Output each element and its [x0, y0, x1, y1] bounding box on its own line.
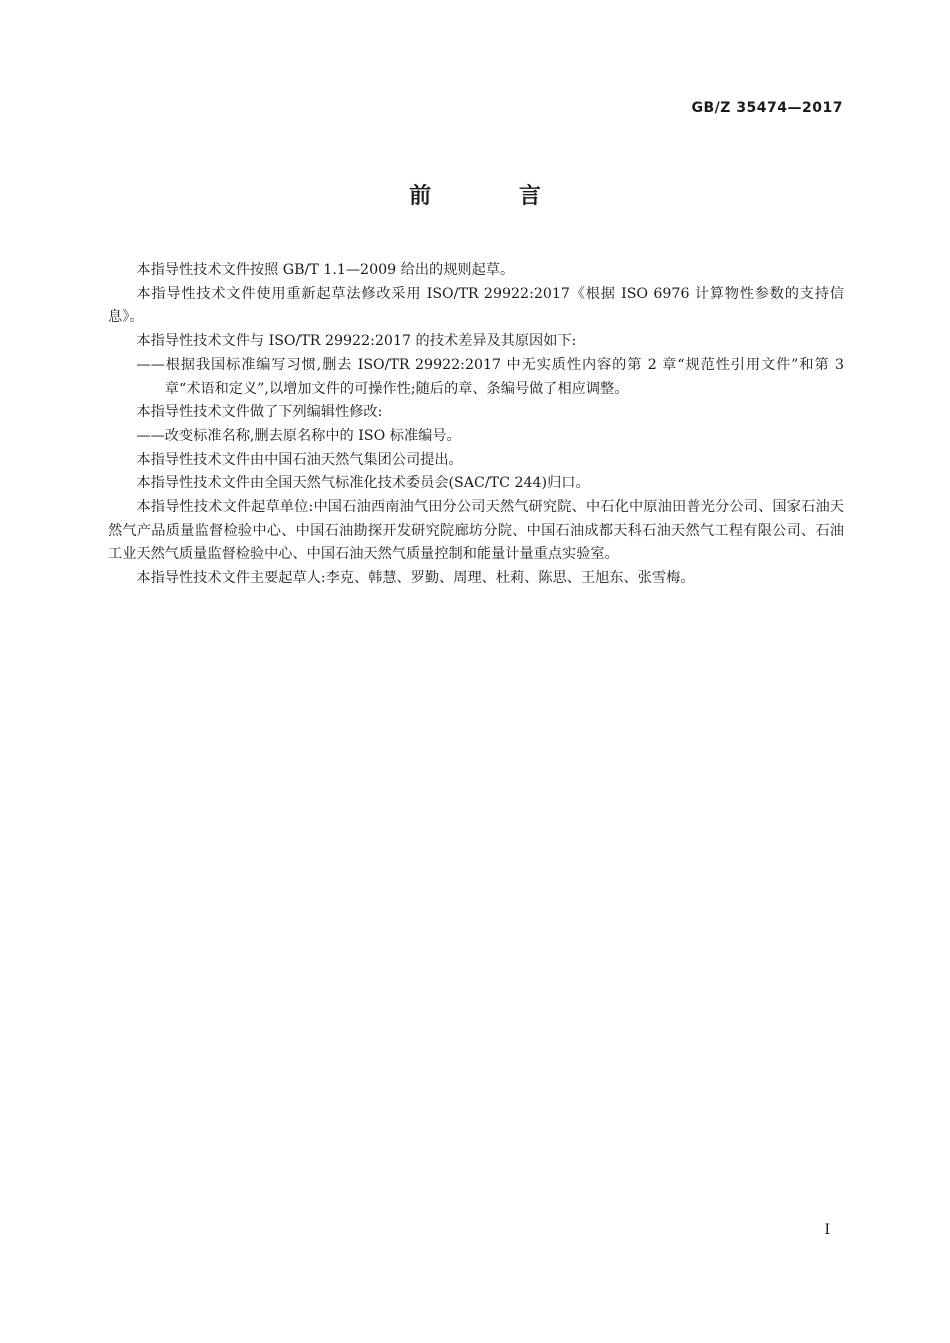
paragraph-adoption: 本指导性技术文件使用重新起草法修改采用 ISO/TR 29922:2017《根据 ISO 6976 计算物性参数的支持信息》。: [108, 285, 844, 326]
list-item-technical-difference: ——根据我国标准编写习惯,删去 ISO/TR 29922:2017 中无实质性内容的第 2 章“规范性引用文件”和第 3 章“术语和定义”,以增加文件的可操作性;随后的章、条编号做了相应调整。: [136, 356, 844, 397]
page-number: I: [824, 1222, 830, 1238]
list-item-editorial-change: ——改变标准名称,删去原名称中的 ISO 标准编号。: [136, 427, 461, 444]
standard-number: GB/Z 35474—2017: [691, 100, 843, 116]
page-title: 前 言: [409, 184, 581, 209]
paragraph-drafting-rules: 本指导性技术文件按照 GB/T 1.1—2009 给出的规则起草。: [136, 262, 515, 278]
paragraph-centralized-by: 本指导性技术文件由全国天然气标准化技术委员会(SAC/TC 244)归口。: [136, 475, 590, 492]
paragraph-editorial-changes: 本指导性技术文件做了下列编辑性修改:: [136, 404, 383, 421]
foreword-body: [108, 259, 844, 591]
paragraph-proposed-by: 本指导性技术文件由中国石油天然气集团公司提出。: [136, 451, 463, 468]
paragraph-drafters: 本指导性技术文件主要起草人:李克、韩慧、罗勤、周理、杜莉、陈思、王旭东、张雪梅。: [136, 570, 695, 587]
paragraph-drafting-units: 本指导性技术文件起草单位:中国石油西南油气田分公司天然气研究院、中石化中原油田普光分公司、国家石油天然气产品质量监督检验中心、中国石油勘探开发研究院廊坊分院、中国石油成都天科石油天然气工程有限公司、石油工业天然气质量监督检验中心、中国石油天然气质量控制和能量计量重点实验室。: [108, 499, 844, 563]
paragraph-technical-differences: 本指导性技术文件与 ISO/TR 29922:2017 的技术差异及其原因如下:: [136, 333, 577, 350]
